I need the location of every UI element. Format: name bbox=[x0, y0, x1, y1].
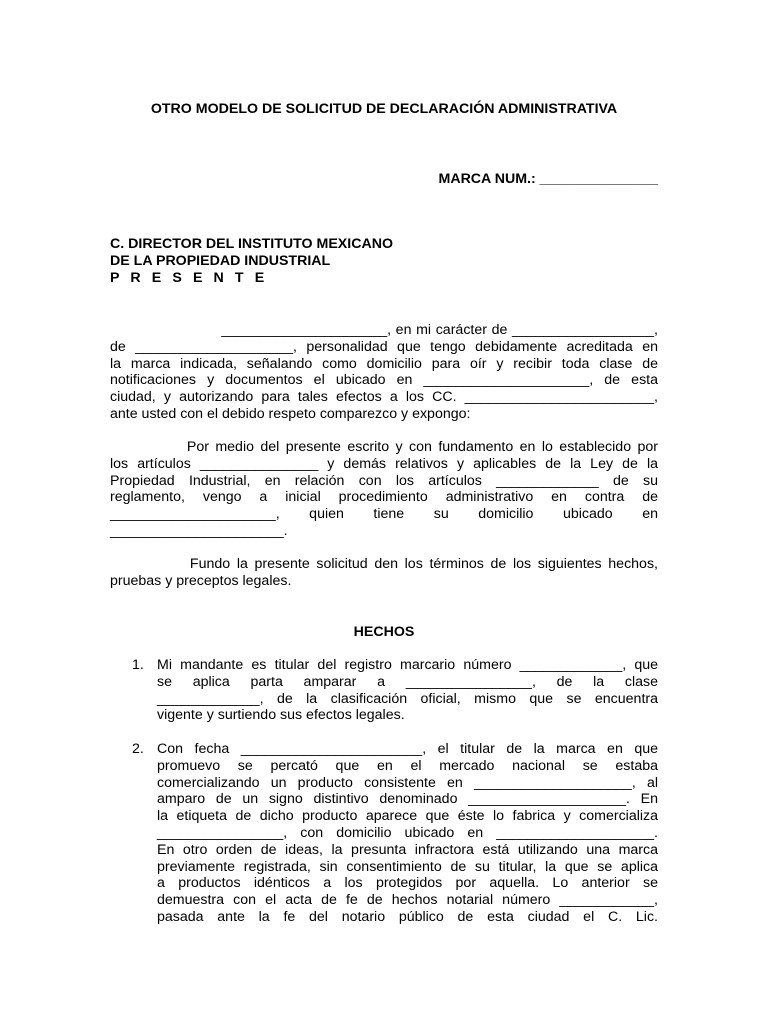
addressee-line: P R E S E N T E bbox=[110, 270, 268, 286]
paragraph-line: Fundo la presente solicitud den los términos de los siguientes hechos, bbox=[110, 556, 658, 572]
list-item-line: promuevo se percató que en el mercado nacional se estaba bbox=[157, 757, 658, 774]
paragraph-line: de ____________________, personalidad que tengo debidamente acreditada en bbox=[110, 338, 658, 355]
list-item-line: previamente registrada, sin consentimiento de su titular, la que se aplica bbox=[157, 858, 658, 875]
section-heading-hechos: HECHOS bbox=[353, 624, 415, 640]
paragraph-grounds bbox=[110, 439, 658, 540]
paragraph-line: los artículos _______________ y demás relativos y aplicables de la Ley de la bbox=[110, 455, 658, 472]
list-item-line: amparo de un signo distintivo denominado ____________________. En bbox=[157, 791, 658, 808]
marca-number-line: MARCA NUM.: _______________ bbox=[438, 171, 658, 187]
paragraph-line: ciudad, y autorizando para tales efectos a los CC. ________________________, bbox=[110, 389, 658, 406]
paragraph-line: notificaciones y documentos el ubicado en _____________________, de esta bbox=[110, 372, 658, 389]
paragraph-line: reglamento, vengo a inicial procedimiento administrativo en contra de bbox=[110, 489, 658, 506]
addressee-line: DE LA PROPIEDAD INDUSTRIAL bbox=[110, 253, 331, 269]
paragraph-basis bbox=[110, 556, 658, 590]
list-item-text bbox=[157, 741, 658, 926]
document-title: OTRO MODELO DE SOLICITUD DE DECLARACIÓN ADMINISTRATIVA bbox=[150, 101, 618, 117]
paragraph-line: la marca indicada, señalando como domicilio para oír y recibir toda clase de bbox=[110, 355, 658, 372]
paragraph-line: Por medio del presente escrito y con fundamento en lo establecido por bbox=[110, 439, 658, 455]
list-item-line: Con fecha _______________________, el titular de la marca en que bbox=[157, 741, 658, 757]
list-item-line: la etiqueta de dicho producto aparece que éste lo fabrica y comercializa bbox=[157, 808, 658, 825]
list-item-line: vigente y surtiendo sus efectos legales. bbox=[157, 707, 405, 724]
paragraph-line: Propiedad Industrial, en relación con los artículos _____________ de su bbox=[110, 472, 658, 489]
paragraph-line: _____________________, en mi carácter de __________________, bbox=[110, 322, 658, 338]
list-item-line: En otro orden de ideas, la presunta infractora está utilizando una marca bbox=[157, 841, 658, 858]
paragraph-line: _____________________, quien tiene su domicilio ubicado en bbox=[110, 506, 658, 523]
paragraph-line: ante usted con el debido respeto comparezco y expongo: bbox=[110, 405, 471, 422]
addressee-line: C. DIRECTOR DEL INSTITUTO MEXICANO bbox=[110, 236, 393, 252]
list-item-line: comercializando un producto consistente en ____________________, al bbox=[157, 774, 658, 791]
list-item-line: ________________, con domicilio ubicado en ____________________. bbox=[157, 824, 658, 841]
list-item-text bbox=[157, 657, 658, 724]
paragraph-intro bbox=[110, 322, 658, 423]
list-item-line: se aplica parta amparar a ________________, de la clase bbox=[157, 673, 658, 690]
list-item-line: pasada ante la fe del notario público de esta ciudad el C. Lic. bbox=[157, 908, 658, 925]
list-item-line: a productos idénticos a los protegidos por aquella. Lo anterior se bbox=[157, 875, 658, 892]
paragraph-line: pruebas y preceptos legales. bbox=[110, 572, 292, 589]
list-item-line: demuestra con el acta de fe de hechos notarial número ____________, bbox=[157, 892, 658, 909]
list-item-number: 1. bbox=[132, 657, 144, 673]
list-item-line: _____________, de la clasificación oficial, mismo que se encuentra bbox=[157, 690, 658, 707]
addressee-block bbox=[110, 236, 393, 287]
list-item-line: Mi mandante es titular del registro marcario número _____________, que bbox=[157, 657, 658, 673]
list-item-number: 2. bbox=[132, 741, 144, 757]
paragraph-line: ______________________. bbox=[110, 522, 288, 539]
